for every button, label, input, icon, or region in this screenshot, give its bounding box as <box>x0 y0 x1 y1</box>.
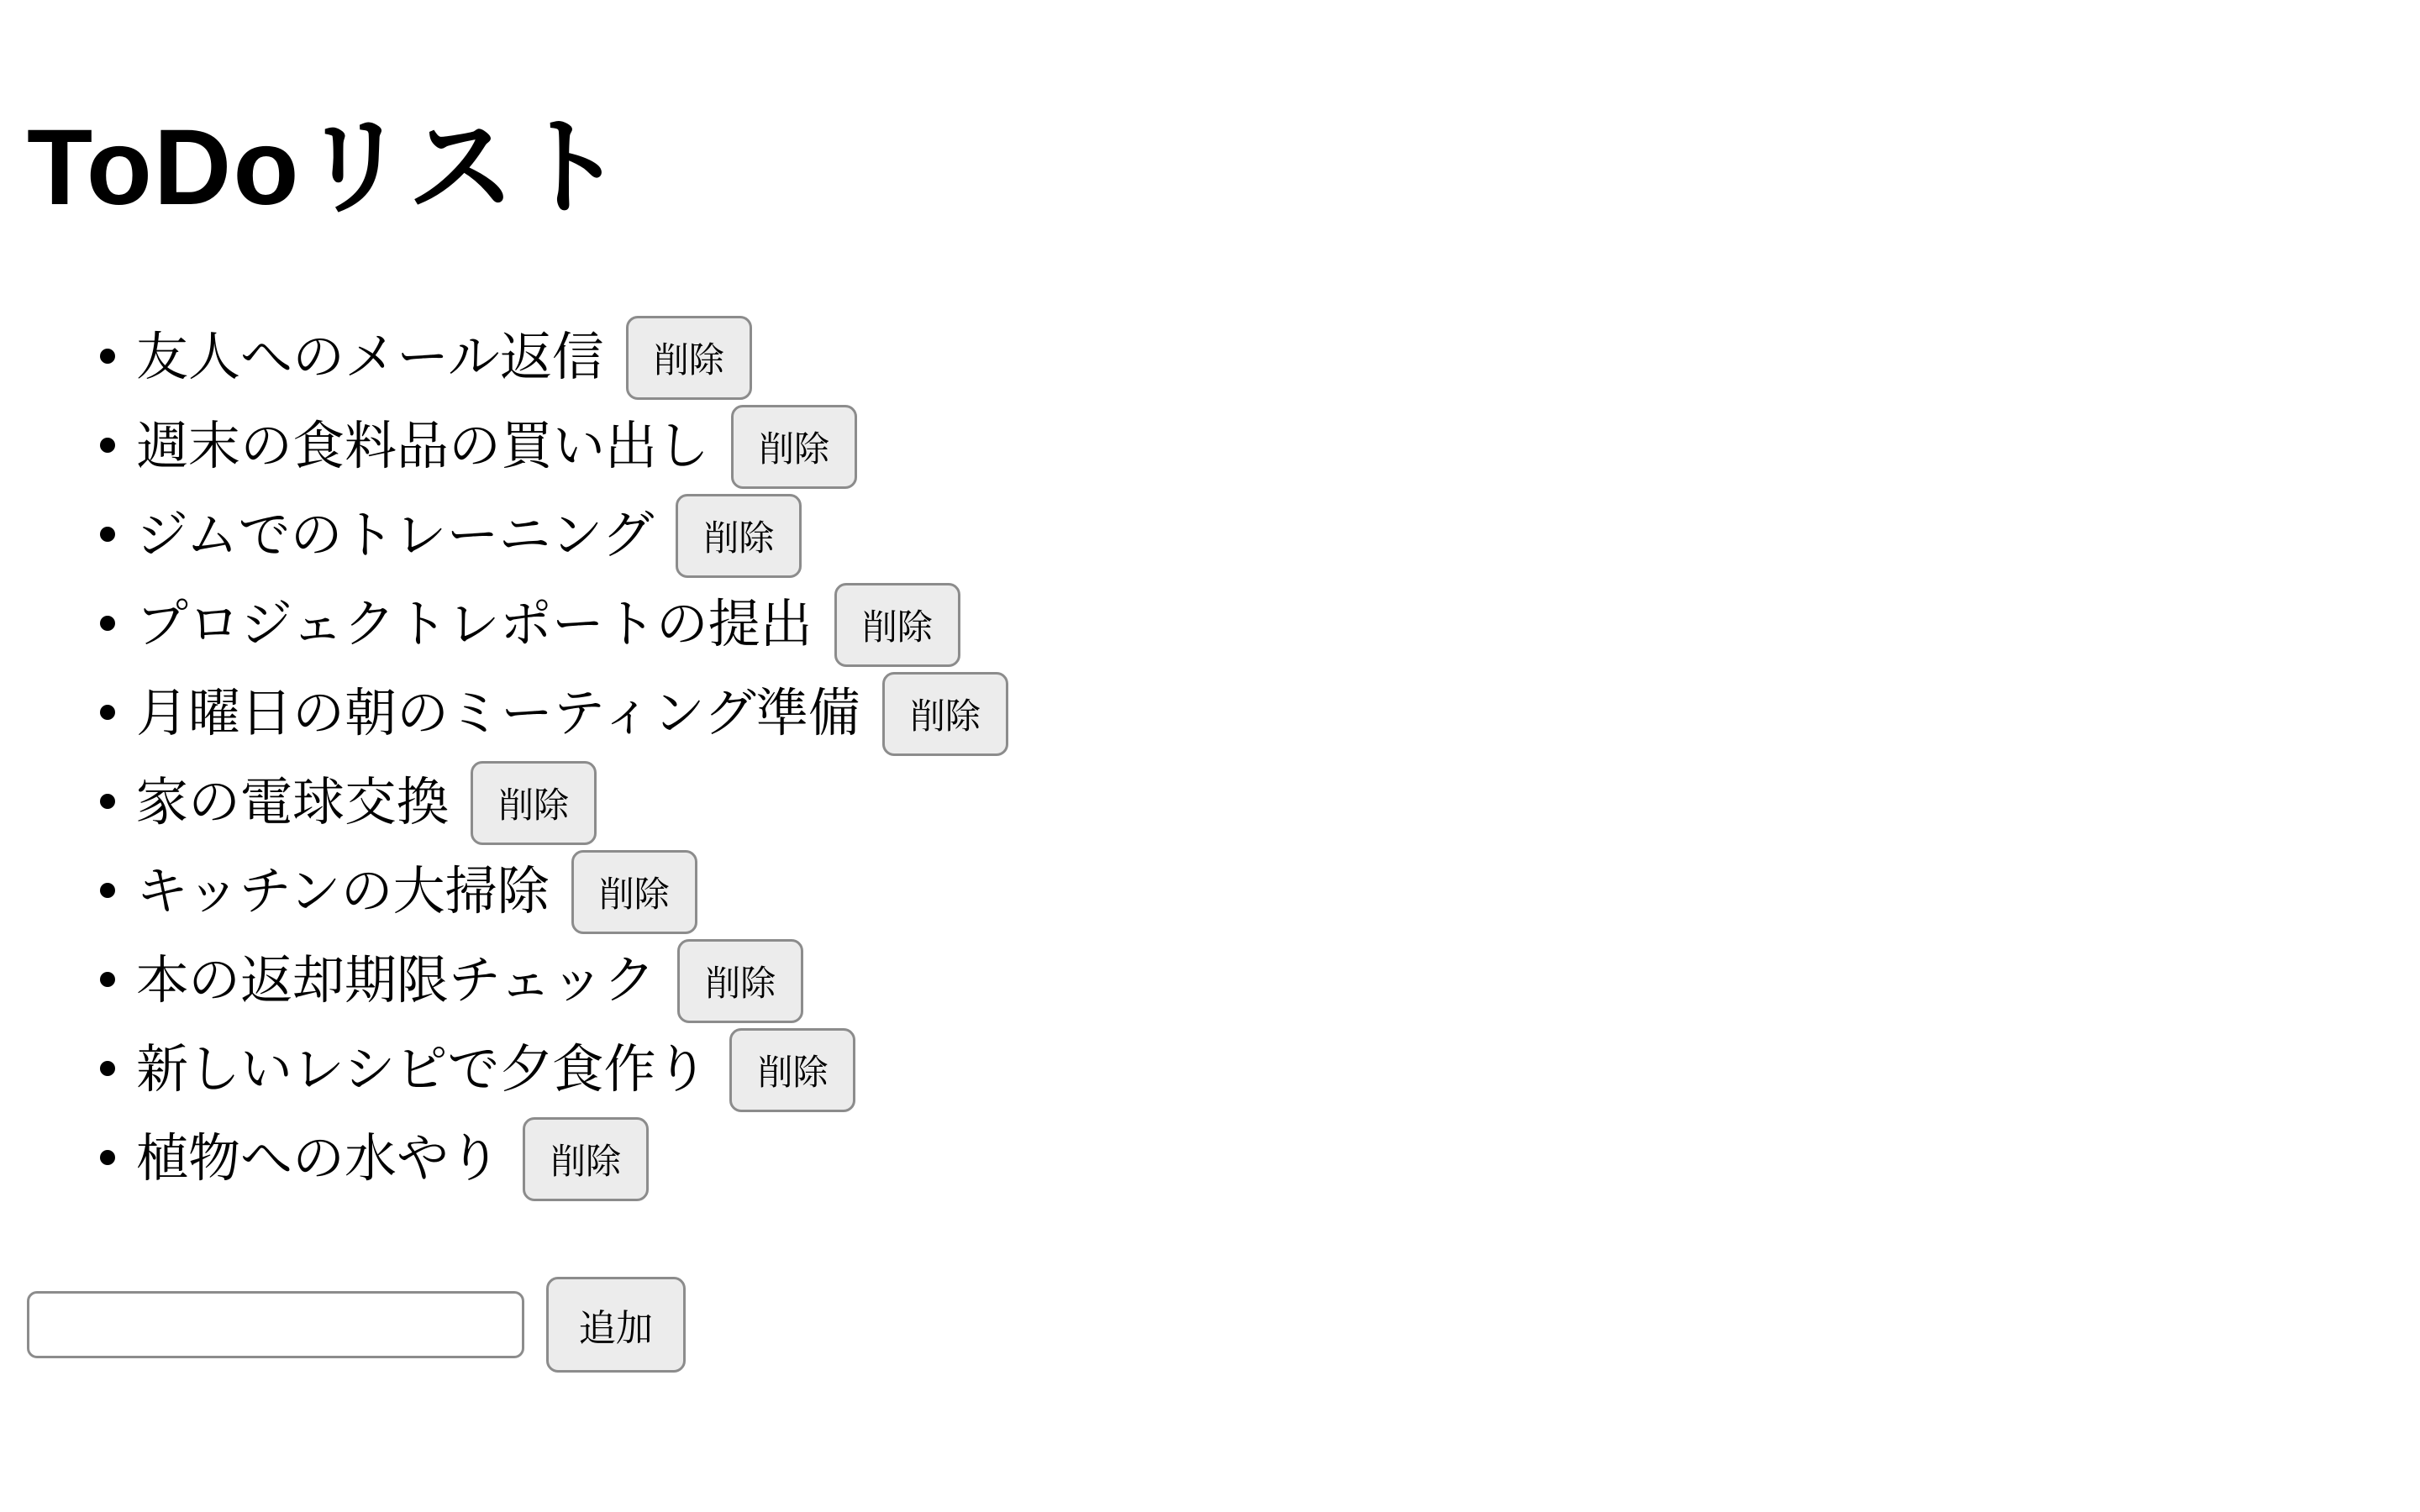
todo-item <box>136 494 2393 578</box>
add-task-form <box>27 1277 2393 1373</box>
delete-button[interactable]: 削除 <box>729 1028 855 1112</box>
todo-item-label: 月曜日の朝のミーティング準備 <box>136 685 860 743</box>
todo-item <box>136 583 2393 667</box>
todo-item <box>136 405 2393 489</box>
todo-item-label: 家の電球交換 <box>136 774 450 832</box>
todo-item-label: キッチンの大掃除 <box>136 863 550 921</box>
todo-item-label: 新しいレシピで夕食作り <box>136 1041 708 1100</box>
delete-button[interactable]: 削除 <box>676 494 802 578</box>
new-task-input[interactable] <box>27 1291 524 1358</box>
delete-button[interactable]: 削除 <box>523 1117 649 1201</box>
todo-item <box>136 1117 2393 1201</box>
todo-item <box>136 850 2393 934</box>
todo-list <box>27 316 2393 1201</box>
todo-item-label: 植物への水やり <box>136 1130 502 1189</box>
delete-button[interactable]: 削除 <box>571 850 697 934</box>
todo-item-label: ジムでのトレーニング <box>136 507 655 565</box>
todo-item <box>136 939 2393 1023</box>
todo-item-label: 週末の食料品の買い出し <box>136 417 710 476</box>
todo-item <box>136 761 2393 845</box>
add-button[interactable]: 追加 <box>546 1277 686 1373</box>
delete-button[interactable]: 削除 <box>677 939 803 1023</box>
todo-item-label: プロジェクトレポートの提出 <box>136 596 813 654</box>
todo-item-label: 本の返却期限チェック <box>136 952 656 1011</box>
delete-button[interactable]: 削除 <box>834 583 960 667</box>
delete-button[interactable]: 削除 <box>626 316 752 400</box>
todo-item <box>136 672 2393 756</box>
delete-button[interactable]: 削除 <box>882 672 1008 756</box>
page-title: ToDoリスト <box>27 108 626 228</box>
delete-button[interactable]: 削除 <box>471 761 597 845</box>
todo-item-label: 友人へのメール返信 <box>136 328 604 387</box>
delete-button[interactable]: 削除 <box>731 405 857 489</box>
todo-item <box>136 316 2393 400</box>
todo-item <box>136 1028 2393 1112</box>
